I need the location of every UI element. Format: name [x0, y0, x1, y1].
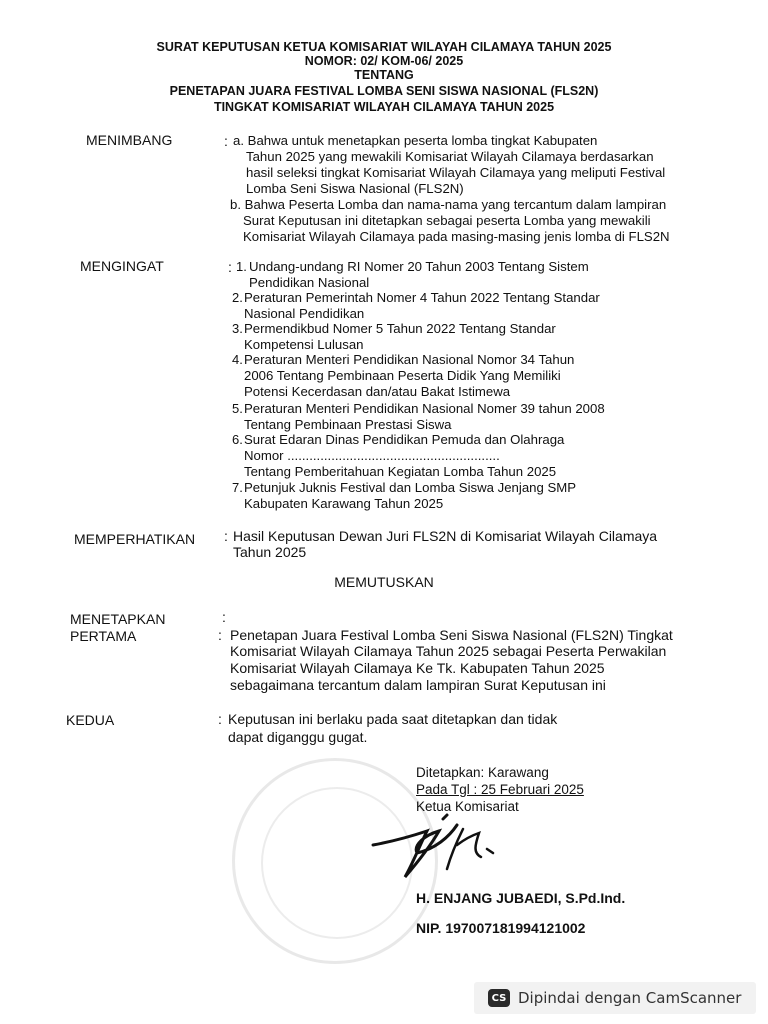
- menimbang-line: b. Bahwa Peserta Lomba dan nama-nama yang tercantum dalam lampiran: [230, 197, 667, 212]
- mengingat-item-line: Nasional Pendidikan: [244, 306, 365, 321]
- menimbang-line: Komisariat Wilayah Cilamaya pada masing-masing jenis lomba di FLS2N: [243, 229, 670, 244]
- camscanner-watermark: [474, 982, 756, 1014]
- signatory-nip: NIP. 197007181994121002: [416, 920, 586, 936]
- kedua-line: Keputusan ini berlaku pada saat ditetapkan dan tidak: [228, 711, 558, 727]
- memperhatikan-line: Tahun 2025: [233, 544, 307, 560]
- mengingat-item-number: 7.: [232, 480, 243, 495]
- mengingat-item-number: 6.: [232, 432, 243, 447]
- memperhatikan-label: MEMPERHATIKAN: [74, 531, 196, 547]
- mengingat-item-line: Peraturan Menteri Pendidikan Nasional Nomor 34 Tahun: [244, 352, 575, 367]
- menimbang-line: Lomba Seni Siswa Nasional (FLS2N): [246, 181, 464, 196]
- kedua-label: KEDUA: [66, 712, 115, 728]
- mengingat-item-line: Peraturan Menteri Pendidikan Nasional Nomer 39 tahun 2008: [244, 401, 605, 416]
- signature-date: Pada Tgl : 25 Februari 2025: [416, 782, 584, 797]
- mengingat-item-line: Tentang Pemberitahuan Kegiatan Lomba Tahun 2025: [244, 464, 557, 479]
- memutuskan-heading: MEMUTUSKAN: [334, 574, 434, 590]
- mengingat-item-line: Permendikbud Nomer 5 Tahun 2022 Tentang Standar: [244, 321, 556, 336]
- signature-place: Ditetapkan: Karawang: [416, 765, 549, 780]
- mengingat-label: MENGINGAT: [80, 258, 164, 274]
- mengingat-item-number: 2.: [232, 290, 243, 305]
- mengingat-item-line: Undang-undang RI Nomer 20 Tahun 2003 Tentang Sistem: [249, 259, 589, 274]
- menetapkan-colon: :: [222, 609, 226, 625]
- mengingat-item-number: 5.: [232, 401, 243, 416]
- mengingat-item-line: Tentang Pembinaan Prestasi Siswa: [244, 417, 452, 432]
- header-title: SURAT KEPUTUSAN KETUA KOMISARIAT WILAYAH CILAMAYA TAHUN 2025: [156, 40, 612, 54]
- header-subject-2: TINGKAT KOMISARIAT WILAYAH CILAMAYA TAHUN 2025: [213, 100, 555, 114]
- mengingat-item-line: Nomor ..........................................................: [244, 448, 500, 463]
- pertama-label: PERTAMA: [70, 628, 137, 644]
- pertama-line: Komisariat Wilayah Cilamaya Ke Tk. Kabupaten Tahun 2025: [230, 660, 605, 676]
- mengingat-item-line: Pendidikan Nasional: [249, 275, 370, 290]
- mengingat-item-line: Kompetensi Lulusan: [244, 337, 364, 352]
- kedua-line: dapat diganggu gugat.: [228, 729, 368, 745]
- mengingat-item-line: Kabupaten Karawang Tahun 2025: [244, 496, 444, 511]
- pertama-line: Penetapan Juara Festival Lomba Seni Siswa Nasional (FLS2N) Tingkat: [230, 627, 673, 643]
- mengingat-item-number: 3.: [232, 321, 243, 336]
- menimbang-line: hasil seleksi tingkat Komisariat Wilayah Cilamaya yang meliputi Festival: [246, 165, 666, 180]
- menimbang-line: Surat Keputusan ini ditetapkan sebagai peserta Lomba yang mewakili: [243, 213, 651, 228]
- memperhatikan-line: Hasil Keputusan Dewan Juri FLS2N di Komisariat Wilayah Cilamaya: [233, 528, 658, 544]
- mengingat-item-line: Potensi Kecerdasan dan/atau Bakat Istimewa: [244, 384, 511, 399]
- header-subject: PENETAPAN JUARA FESTIVAL LOMBA SENI SISWA NASIONAL (FLS2N): [169, 84, 599, 98]
- kedua-colon: :: [218, 711, 222, 727]
- menetapkan-label: MENETAPKAN: [70, 611, 166, 627]
- mengingat-item-number: 1.: [236, 259, 247, 274]
- menimbang-label: MENIMBANG: [86, 132, 173, 148]
- camscanner-text: Dipindai dengan CamScanner: [518, 989, 742, 1007]
- handwritten-signature: [365, 805, 515, 885]
- mengingat-item-number: 4.: [232, 352, 243, 367]
- menimbang-line: a. Bahwa untuk menetapkan peserta lomba tingkat Kabupaten: [233, 133, 598, 148]
- signature-role: Ketua Komisariat: [416, 799, 519, 814]
- menimbang-line: Tahun 2025 yang mewakili Komisariat Wilayah Cilamaya berdasarkan: [246, 149, 654, 164]
- header-number: NOMOR: 02/ KOM-06/ 2025: [304, 54, 464, 68]
- mengingat-item-line: 2006 Tentang Pembinaan Peserta Didik Yang Memiliki: [244, 368, 561, 383]
- pertama-colon: :: [218, 627, 222, 643]
- pertama-line: sebagaimana tercantum dalam lampiran Surat Keputusan ini: [230, 677, 606, 693]
- camscanner-logo-icon: CS: [488, 989, 510, 1007]
- mengingat-item-line: Surat Edaran Dinas Pendidikan Pemuda dan Olahraga: [244, 432, 565, 447]
- mengingat-colon: :: [228, 259, 232, 275]
- pertama-line: Komisariat Wilayah Cilamaya Tahun 2025 sebagai Peserta Perwakilan: [230, 643, 667, 659]
- menimbang-colon: :: [224, 133, 228, 149]
- header-tentang: TENTANG: [354, 68, 414, 82]
- signatory-name: H. ENJANG JUBAEDI, S.Pd.Ind.: [416, 890, 626, 906]
- mengingat-item-line: Peraturan Pemerintah Nomer 4 Tahun 2022 Tentang Standar: [244, 290, 600, 305]
- mengingat-item-line: Petunjuk Juknis Festival dan Lomba Siswa Jenjang SMP: [244, 480, 577, 495]
- memperhatikan-colon: :: [224, 528, 228, 544]
